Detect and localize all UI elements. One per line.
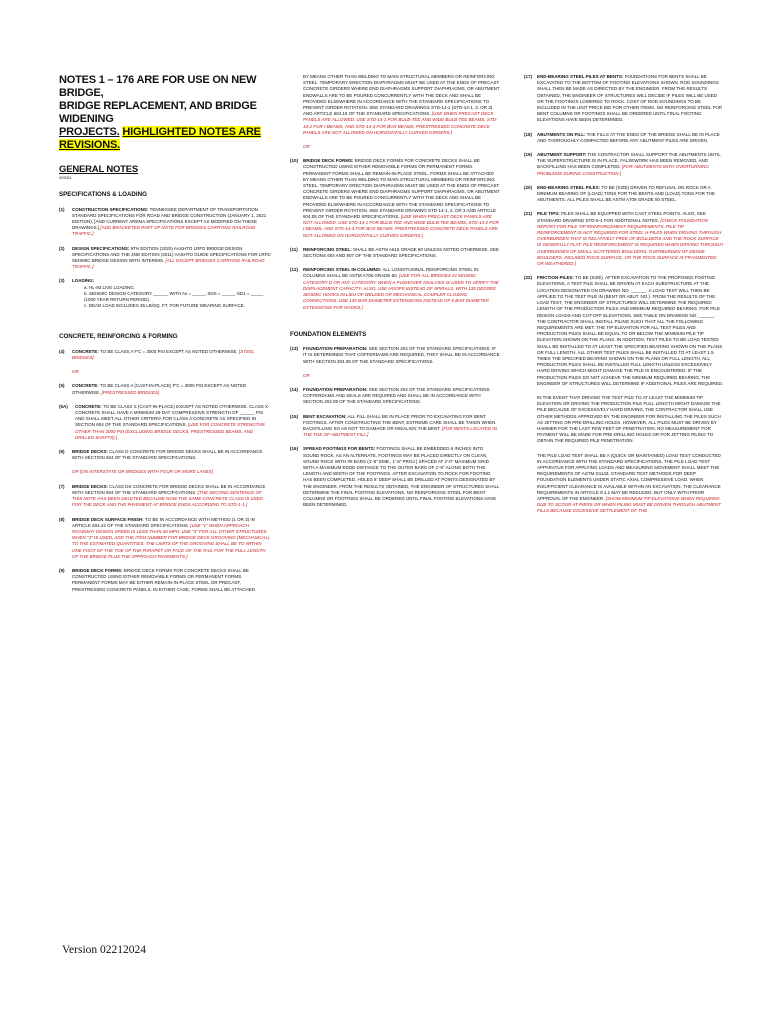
note-text: SEE SECTION 204 OF THE STANDARD SPECIFICATIONS. IF IT IS DETERMINED THAT COFFERDAMS ARE REQUIRED, THEY SHALL BE IN ACCORDANCE WITH SECTION 204.09 OF THE STANDARD SPECIFICATIONS. [303,346,500,364]
note-16 [290,446,500,508]
note-10 [290,158,500,239]
note-number: (18) [524,131,533,137]
note-15 [290,414,500,439]
note-8 [59,517,271,560]
note-lead: SPREAD FOOTINGS FOR BENTS: [303,446,376,452]
document-title [59,74,271,152]
note-14 [290,387,500,406]
note-21 [524,211,724,267]
note-number: (5) [59,383,65,389]
note-lead: BRIDGE DECK FORMS: [72,567,123,573]
note-lead: BRIDGE DECK SURFACE FINISH: [72,516,144,522]
note-text: THE PILE LOAD TEST SHALL BE A (QUICK OR MAINTAINED) LOAD TEST CONDUCTED IN ACCORDANCE WITH THE STANDARD SPECIFICATIONS. THE PILE LOAD TEST APPARATUS FOR APPLYING LOADS AND MEASURING MOVEMENT SHALL MEET THE REQUIREMENTS OF ASTM D1143, STANDARD TEST METHODS FOR DEEP FOUNDATION ELEMENTS UNDER STATIC AXIAL COMPRESSIVE LOAD. WHEN INSUFFICIENT CLEARANCE IS AVAILABLE WITHIN AN EXCAVATION, THE CLEARANCE REQUIREMENTS IN ARTICLE 9.1.1 MAY BE REDUCED, BUT ONLY WITH PRIOR APPROVAL OF THE ENGINEER. [537,452,721,501]
note-6 [59,449,271,461]
note-22 [524,275,724,318]
note-text: FOUNDATIONS FOR BENTS SHALL BE EXCAVATED TO THE BOTTOM OF FOOTING ELEVATIONS SHOWN. ROD SOUNDINGS SHALL THEN BE MADE AS DIRECTED BY THE ENGINEER. FROM THE RESULTS OBTAINED, THE ENGINEER OF STRUCTURES WILL DECIDE IF PILES WILL BE USED OR THE FOOTINGS LOWERED TO ROCK. COST OF ROD SOUNDINGS TO BE INCLUDED IN THE UNIT PRICE BID FOR OTHER ITEMS. NO REINFORCING STEEL FOR BENT COLUMNS OR FOOTINGS SHALL BE ORDERED UNTIL FINAL FOOTING ELEVATIONS HAVE BEEN DETERMINED. [537,74,723,123]
note-lead: BENT EXCAVATION: [303,413,347,419]
note-lead: BRIDGE DECK FORMS: [303,158,354,164]
note-9 [59,568,271,593]
note-4 [59,349,271,361]
note-lead: CONCRETE: [72,348,99,354]
note-instruction: [USE WHEN PRECAST DECK PANELS ARE NOT ALLOWED. USE STD-14-1 FOR BULB-TEE AND WIDE BULB-TEE BEAMS, STD-14-2 FOR I-BEAMS, AND STD-14-3 FOR BOX BEAMS. PRESTRESSED CONCRETE DECK PANELS ARE NOT ALLOWED ON HORIZONTALLY CURVED GIRDERS.] [303,214,499,238]
column-1 [59,74,271,601]
note-9-continued [290,74,500,136]
note-19 [524,152,724,177]
note-instruction: [USE FOR CONCRETE STRENGTHS OTHER THAN 3000 PSI (EXCLUDING BRIDGE DECKS, PRESTRESSED BEAMS, AND DRILLED SHAFTS).] [75,422,265,440]
note-3 [59,278,271,309]
loading-item-b: b. SEISMIC DESIGN CATEGORY ______ WITH As = _____, SDS = _____, SD1 = _____ (1000 YEAR RETURN PERIOD). [84,290,264,302]
loading-item-a: a. HL-93 LIVE LOADING. [84,284,136,290]
note-text: TO BE (SIZE). AFTER EXCAVATION TO THE PROPOSED FOOTING ELEVATIONS, A TEST PILE SHALL BE DRIVEN AT EACH SUBSTRUCTURE AT THE LOCATION DESIGNATED ON DRAWING NO. ______. A LOAD TEST WILL THEN BE APPLIED TO THE TEST PILE IN (BENT OR ABUT. NO.). FROM THE RESULTS OF THE LOAD TEST, THE ENGINEER OF STRUCTURES WILL DETERMINE THE REQUIRED LENGTH OF THE PRODUCTION PILES AND MINIMUM REQUIRED BEARING. FOR PILE DESIGN LOADS AND CUT-OFF ELEVATIONS, SEE TABLE ON DRAWING NO. ______. [537,275,720,318]
note-lead: FOUNDATION PREPARATION: [303,346,368,352]
note-number: (12) [290,267,299,273]
note-text: FOOTINGS SHALL BE EMBEDDED 6 INCHES INTO SOUND ROCK. AS AN ALTERNATE, FOOTINGS MAY BE PLACED DIRECTLY ON CLEAN, SOUND ROCK WITH #8 BARS (1'-6" EMB., 1'-6" PROJ.) SPACED AT 2'-0" MAXIMUM GRID WITH A MAXIMUM EDGE DISTANCE TO THE OUTER BARS OF 1'-6" ALONG BOTH THE LENGTH AND WIDTH OF THE FOOTINGS. AFTER EXCAVATION TO ROCK FOR FOOTING HAS BEEN COMPLETED, HOLES 6' DEEP SHALL BE DRILLED AT POINTS DESIGNATED BY THE ENGINEER. FROM THE RESULTS OBTAINED, THE ENGINEER OF STRUCTURES SHALL DETERMINE THE FINAL FOOTING ELEVATIONS. NO REINFORCING STEEL FOR BENT COLUMNS OR FOOTINGS SHALL BE ORDERED UNTIL FINAL FOOTING ELEVATIONS HAVE BEEN DETERMINED. [303,446,500,508]
note-text: BRIDGE DECK FORMS FOR CONCRETE DECKS SHALL BE CONSTRUCTED USING EITHER REMOVABLE FORMS OR PERMANENT FORMS. PERMANENT FORMS MAY BE EITHER REMAIN-IN-PLACE STEEL OR PRECAST, PRESTRESSED CONCRETE PANELS. IN EITHER CASE, FORMS SHALL BE ATTACHED [72,567,255,592]
note-number: (7) [59,483,65,489]
note-5a [59,404,271,441]
or-separator: OR [303,144,310,150]
or-interstate: OR [ON INTERSTATE OR BRIDGES WITH FOUR OR MORE LANES] [72,469,213,475]
note-instruction: [FOR BENTS LOCATED IN THE TOE OF ABUTMENT FILL.] [303,426,497,438]
note-text: ALL LONGITUDINAL REINFORCING STEEL IN COLUMNS SHALL BE ASTM A706 GRADE 60. [303,267,479,279]
note-18 [524,132,724,144]
column-2 [290,74,500,516]
note-22-paragraph-b: IN THE EVENT THAT DRIVING THE TEST PILE TO AT LEAST THE MINIMUM TIP ELEVATION OR DRIVING THE PRODUCTION PILE FULL LENGTH MIGHT DAMAGE THE PILE BECAUSE OF EXCESSIVELY HARD DRIVING, THE CONTRACTOR SHALL USE OTHER METHODS APPROVED BY THE ENGINEER FOR INSTALLING THE PILES SUCH AS JETTING OR PRE-DRILLING HOLES. HOWEVER, ALL PILES MUST BE DRIVEN BY HAMMER FOR THE LAST FEW FEET OF PENETRATION. NO MEASUREMENT FOR PAYMENT WILL BE MADE FOR PRE-DRILLING HOLES OR FOR JETTING PILING TO OBTAIN THE REQUIRED PILE PENETRATION. [537,394,721,444]
note-text: THE CONTRACTOR SHALL SUPPORT THE ABUTMENTS UNTIL THE SUPERSTRUCTURE IS IN PLACE, FALSEWORK HAS BEEN REMOVED, AND BACKFILLING HAS BEEN COMPLETED. [537,152,721,170]
note-lead: LOADING: [72,278,95,284]
note-12 [290,267,500,310]
note-text: CLASS D CONCRETE FOR BRIDGE DECKS SHALL BE IN ACCORDANCE WITH SECTION 604 OF THE STANDARD SPECIFICATIONS. [72,449,263,461]
note-lead: END-BEARING STEEL PILES AT BENTS: [537,74,624,79]
note-text: TO BE CLASS X (CAST-IN-PLACE) EXCEPT AS NOTED OTHERWISE. CLASS X CONCRETE SHALL HAVE A MINIMUM 28-DAY COMPRESSIVE STRENGTH OF ______ PSI AND SHALL MEET ALL OTHER CRITERIA FOR CLASS A CONCRETE AS SPECIFIED IN SECTION 604 OF THE STANDARD SPECIFICATIONS. [75,403,268,428]
note-lead: DESIGN SPECIFICATIONS: [72,245,130,251]
general-notes-heading: GENERAL NOTES [59,164,139,175]
note-number: (16) [290,446,299,452]
title-line-3-plain: PROJECTS. [59,126,120,138]
note-22-paragraph-a: THE CONTRACTOR SHALL INSTALL PILING SUCH THAT ALL THE FOLLOWING REQUIREMENTS ARE MET. THE TIP ELEVATION FOR ALL TEST PILES AND PRODUCTION PILES SHALL BE EQUAL TO OR BELOW THE MINIMUM PILE TIP ELEVATION SHOWN ON THE PLANS. IN ADDITION, TEST PILES TO BE LOAD TESTED SHALL BE INSTALLED TO AT LEAST THE SPECIFIED BEARING SHOWN ON THE PLANS OR FULL LENGTH. ALL OTHER TEST PILES SHALL BE INSTALLED TO AT LEAST 1.5 TIMES THE SPECIFIED BEARING SHOWN ON THE PLANS OR FULL LENGTH. ALL PRODUCTION PILES SHALL BE INSTALLED FULL LENGTH UNLESS EXCESSIVELY HARD DRIVING WHICH MIGHT DAMAGE THE PILE IS ENCOUNTERED. IF THE PRODUCTION PILES DO NOT ACHIEVE THE MINIMUM REQUIRED BEARING, THE ENGINEER OF STRUCTURES WILL DETERMINE IF ADDITIONAL PILES ARE REQUIRED. [537,318,723,386]
note-instruction: [SHOW MINIMUM TIP ELEVATIONS WHEN REQUIRED DUE TO SCOUR AT PIERS OR WHEN PILING MUST BE DRIVEN THROUGH ABUTMENT FILLS BECAUSE EXCESSIVE SETTLEMENT OF THE [537,495,722,514]
note-5 [59,383,271,395]
note-instruction: [PRESTRESSED BRIDGES] [100,389,160,395]
note-number: (3) [59,278,65,284]
title-line-1: NOTES 1 – 176 ARE FOR USE ON NEW BRIDGE, [59,74,257,99]
note-number: (21) [524,211,533,217]
title-line-2: BRIDGE REPLACEMENT, AND BRIDGE WIDENING [59,100,257,125]
note-number: (13) [290,346,299,352]
note-number: (17) [524,74,533,79]
note-lead: CONCRETE: [72,383,99,389]
note-instruction: [ALL EXCEPT BRIDGES CARRYING RAILROAD TRAFFIC.] [72,257,265,270]
note-number: (8) [59,516,65,522]
note-instruction: [THE SECOND SENTENCE OF THIS NOTE HAS BEEN DELETED BECAUSE NOW THE SAME CONCRETE CLASS IS USED FOR THE DECK AND THE PAVEMENT AT BRIDGE ENDS ACCORDING TO STD-1-1.] [72,489,264,508]
section-heading-spec-loading: SPECIFICATIONS & LOADING [59,191,147,198]
note-instruction: [USE FOR ALL BRIDGES IN SEISMIC CATEGORY D OR ANY CATEGORY WHEN A PUSHOVER ANALYSIS IS USED TO VERIFY THE DISPLACEMENT CAPACITY. ALSO, USE HOOPS INSTEAD OF SPIRALS, WITH 135 DEGREE SEISMIC HOOKS IN LIEU OF WELDED OR MECHANICAL COUPLER CLOSING CONNECTIONS. USE 135 BAR DIAMETER EXTENSIONS INSTEAD OF 6 BAR DIAMETER EXTENSIONS FOR HOOKS.] [303,273,499,310]
note-lead: ABUTMENT SUPPORT: [537,152,587,158]
note-text: BRIDGE DECK FORMS FOR CONCRETE DECKS SHALL BE CONSTRUCTED USING EITHER REMOVABLE FORMS OR PERMANENT FORMS. PERMANENT FORMS SHALL BE REMAIN-IN-PLACE STEEL. FORMS SHALL BE ATTACHED BY MEANS OTHER THAN WELDING TO MAIN STRUCTURAL MEMBERS OR REINFORCING STEEL. TEMPORARY ERECTION DIAPHRAGMS MUST BE USED AT THE ENDS OF PRECAST CONCRETE GIRDERS WHERE END DIAPHRAGMS SUPPORT DIAPHRAGMS, OR ABUTMENT ENDWALLS ARE TO BE POURED CONCURRENTLY WITH THE DECK AND SHALL BE PROVIDED ELSEWHERE IN ACCORDANCE WITH THE STANDARD SPECIFICATIONS TO PREVENT GIRDER ROTATION. SEE STANDARD DRAWING STD-14-1, 2, OR 3 AND ARTICLE 604.05 OF THE STANDARD SPECIFICATIONS. [303,158,500,220]
note-20 [524,185,724,204]
note-instruction: [STEEL BRIDGES] [72,348,255,361]
note-text: TO BE CLASS A (CAST-IN-PLACE) F'C = 3000 PSI EXCEPT AS NOTED OTHERWISE. [72,383,247,395]
section-heading-concrete: CONCRETE, REINFORCING & FORMING [59,333,178,341]
loading-item-c: c. DEAD LOAD INCLUDES 35 LB/SQ. FT. FOR FUTURE WEARING SURFACE. [84,303,246,309]
note-number: (1) [59,206,65,212]
note-number: (4) [59,348,65,354]
note-2 [59,246,271,271]
note-number: (9) [59,567,65,573]
note-instruction: [ADD BRACKETED PART OF NOTE FOR BRIDGES CARRYING RAILROAD TRAFFIC.] [72,225,256,237]
note-text: SEE SECTION 204 OF THE STANDARD SPECIFICATIONS. COFFERDAMS AND SEALS ARE REQUIRED AND SHALL BE IN ACCORDANCE WITH SECTION 204.09 OF THE STANDARD SPECIFICATIONS. [303,387,491,405]
note-lead: FOUNDATION PREPARATION: [303,387,368,393]
note-number: (14) [290,387,299,393]
note-instruction: [USE "1" WHEN APPROACH ROADWAY DESIGN SPEED IS LESS THAN 40 MPH. USE "3" FOR ALL OTHER STRUCTURES. WHEN "3" IS USED, ADD THE ITEM NUMBER FOR BRIDGE DECK GROOVING (MECHANICAL) TO THE ESTIMATED QUANTITIES. THE LIMITS OF THE GROOVING SHALL BE TO WITHIN ONE FOOT OF THE TOE OF THE PARAPET OR FACE OF THE RAIL FOR THE FULL LENGTH OF THE BRIDGE PLUS THE APPROACH PAVEMENTS.] [72,522,270,559]
note-lead: END-BEARING STEEL PILES: [537,184,601,190]
note-lead: CONCRETE: [75,403,102,409]
note-lead: BRIDGE DECKS: [72,483,109,489]
note-13 [290,346,500,365]
note-number: (22) [524,275,533,281]
note-text: BY MEANS OTHER THAN WELDING TO MAIN STRUCTURAL MEMBERS OR REINFORCING STEEL. TEMPORARY ERECTION DIAPHRAGMS MUST BE USED AT THE ENDS OF PRECAST CONCRETE GIRDERS WHERE END DIAPHRAGMS SUPPORT DIAPHRAGMS, OR ABUTMENT ENDWALLS ARE TO BE POURED CONCURRENTLY WITH THE DECK AND SHALL BE PROVIDED ELSEWHERE IN ACCORDANCE WITH THE STANDARD SPECIFICATIONS TO PREVENT GIRDER ROTATION. SEE STANDARD DRAWINGS STD-14-1 (STD-14-1, 2, OR 3) AND ARTICLE 604.15 OF THE STANDARD SPECIFICATIONS. [303,74,500,117]
note-text: SHALL BE ASTM A615 GRADE 60 UNLESS NOTED OTHERWISE. SEE SECTIONS 604 AND 907 OF THE STANDARD SPECIFICATIONS. [303,246,500,259]
title-highlight: HIGHLIGHTED NOTES ARE REVISIONS. [59,126,261,151]
or-separator: OR [72,369,79,375]
note-text: PILES SHALL BE EQUIPPED WITH CAST STEEL POINTS. ALSO, SEE STANDARD DRAWING STD-5-1 FOR ADDITIONAL NOTES. [537,211,706,223]
note-7 [59,484,271,509]
note-text: 9TH EDITION (2020) AASHTO LRFD BRIDGE DESIGN SPECIFICATIONS AND THE 2ND EDITION (2011) AASHTO GUIDE SPECIFICATIONS FOR LRFD SEISMIC BRIDGE DESIGN WITH INTERIMS. [72,245,271,263]
note-text: TO BE IN ACCORDANCE WITH METHOD (1 OR 3) IN ARTICLE 604.22 OF THE STANDARD SPECIFICATIONS. [72,516,255,528]
note-text: ALL FILL SHALL BE IN PLACE PRIOR TO EXCAVATING FOR BENT FOOTINGS. AFTER CONSTRUCTING THE BENT, EXTREME CARE SHALL BE TAKEN WHEN BACKFILLING SO AS NOT TO DAMAGE OR MISALIGN THE BENT. [303,413,496,432]
note-number: (6) [59,449,65,455]
or-separator: OR [303,372,310,378]
note-lead: FRICTION PILES: [537,275,574,281]
note-instruction: [FOR ABUTMENTS WITH OVERTURNING PROBLEMS DURING CONSTRUCTION.] [537,164,709,176]
note-lead: PILE TIPS: [537,211,560,217]
note-number: (19) [524,152,533,158]
note-text: THE FILLS AT THE ENDS OF THE BRIDGE SHALL BE IN PLACE AND THOROUGHLY COMPACTED BEFORE ANY ABUTMENT PILES ARE DRIVEN. [537,131,720,143]
section-heading-foundation: FOUNDATION ELEMENTS [290,330,367,338]
note-text: TO BE (SIZE) DRIVEN TO REFUSAL ON ROCK OR A MINIMUM BEARING OF (LOAD) TONS FOR THE BENTS AND (LOAD) TONS FOR THE ABUTMENTS. ALL PILES SHALL BE ASTM A709 GRADE 50 STEEL. [537,184,716,203]
note-1 [59,207,271,238]
note-22-paragraph-c [524,453,724,515]
note-lead: REINFORCING STEEL IN COLUMNS: [303,267,382,273]
version-label: Version 02212024 [62,944,147,956]
note-lead: REINFORCING STEEL: [303,246,352,252]
column-3 [524,74,724,523]
note-number: (5A) [59,403,68,409]
note-text: TO BE CLASS A F'C = 3000 PSI EXCEPT AS NOTED OTHERWISE. [98,348,238,354]
note-lead: BRIDGE DECKS: [72,449,109,455]
note-lead: ABUTMENTS ON FILL: [537,131,586,137]
note-number: (11) [290,246,298,252]
title-line-3 [59,126,271,152]
note-number: (2) [59,245,65,251]
note-number: (10) [290,158,299,164]
note-number: (15) [290,413,299,419]
note-text: TENNESSEE DEPARTMENT OF TRANSPORTATION STANDARD SPECIFICATIONS FOR ROAD AND BRIDGE CONSTRUCTION (JANUARY 1, 2021 EDITION), [AND CURRENT AREMA SPECIFICATIONS EXCEPT AS MODIFIED ON THESE DRAWINGS.] [72,206,267,231]
note-number: (20) [524,184,533,190]
note-instruction: [USE WHEN PRECAST DECK PANELS ARE ALLOWED. USE STD-14-1 FOR BULB-TEE AND WIDE BULB-TEE BEAMS, STD-14-2 FOR I-BEAMS, AND STD-14-3 FOR BOX BEAMS. PRESTRESSED CONCRETE DECK PANELS ARE NOT ALLOWED ON HORIZONTALLY CURVED GIRDERS.] [303,111,498,135]
note-17 [524,74,724,124]
note-instruction: [CHECK FOUNDATION REPORT FOR PILE TIP REINFORCEMENT REQUIREMENTS. PILE TIP REINFORCEMENT IS NOT REQUIRED FOR STEEL H-PILES WHEN DRIVING THROUGH OVERBURDEN THAT IS RELATIVELY FREE OF BOULDERS AND THE ROCK SURFACE IS GENERALLY FLAT. PILE REINFORCEMENT IS REQUIRED WHEN DRIVING THROUGH OVERBURDEN OF SMALL SCATTERED BOULDERS, OVERBURDEN OF DENSE BOULDERS, INCLINED ROCK SURFACE, OR THE ROCK SURFACE IS FRAGMENTED OR WEATHERED.] [537,217,723,267]
note-lead: CONSTRUCTION SPECIFICATIONS: [72,206,149,212]
general-notes-date: 02/2024 [59,176,72,180]
note-11 [290,247,500,259]
note-text: CLASS DS CONCRETE FOR BRIDGE DECKS SHALL BE IN ACCORDANCE WITH SECTION 604 OF THE STANDARD SPECIFICATIONS. [72,483,266,495]
